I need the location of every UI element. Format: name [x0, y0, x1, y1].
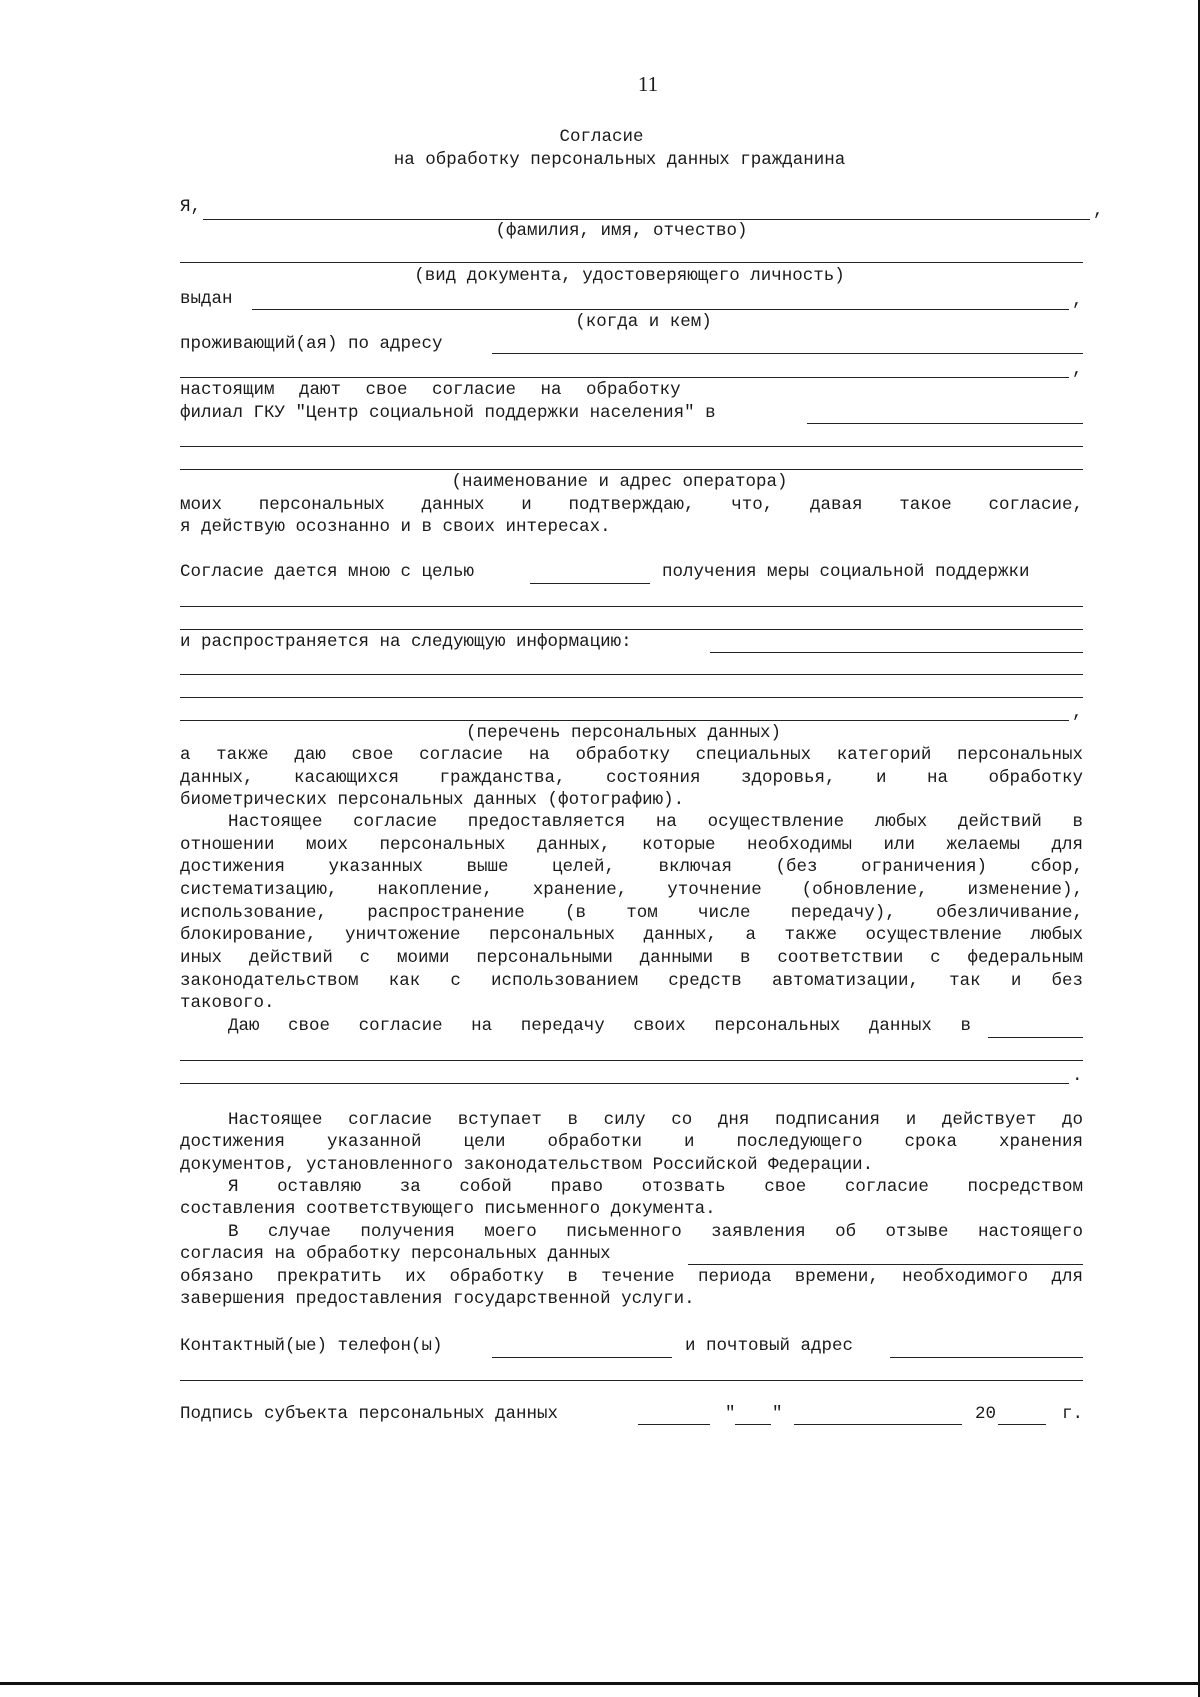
purpose-field-line-3[interactable]: [180, 629, 1083, 630]
special-line-2: данных, касающихся гражданства, состояния здоровья, и на обработку: [180, 768, 1083, 788]
document-field-line[interactable]: [180, 262, 1083, 263]
comma-mark: ,: [1072, 291, 1083, 311]
case-line-1: В случае получения моего письменного заявления об отзыве настоящего: [228, 1222, 1083, 1242]
actions-line-8: законодательством как с использованием средств автоматизации, так и без: [180, 971, 1083, 991]
vydan-label: выдан: [180, 289, 233, 309]
caption-operator: (наименование и адрес оператора): [451, 472, 788, 492]
case-line-4: завершения предоставления государственной услуги.: [180, 1289, 695, 1309]
address-field-line-2[interactable]: [180, 377, 1069, 378]
info-field-line-3[interactable]: [180, 697, 1083, 698]
info-field-line-2[interactable]: [180, 674, 1083, 675]
transfer-field-line-2[interactable]: [180, 1060, 1083, 1061]
period-mark: .: [1072, 1066, 1083, 1086]
purpose-right-text: получения меры социальной поддержки: [662, 562, 1030, 582]
caption-fio: (фамилия, имя, отчество): [495, 221, 748, 241]
issued-field-line[interactable]: [252, 309, 1069, 310]
month-field-line[interactable]: [794, 1424, 962, 1425]
document-title: Согласие: [559, 127, 644, 147]
operator-field-line-2[interactable]: [180, 446, 1083, 447]
consent-line-1: настоящим дают свое согласие на обработку: [180, 380, 681, 400]
effect-line-3: документов, установленного законодательством Российской Федерации.: [180, 1155, 874, 1175]
actions-line-5: использование, распространение (в том числе передачу), обезличивание,: [180, 903, 1083, 923]
special-line-1: а также даю свое согласие на обработку специальных категорий персональных: [180, 745, 1083, 765]
case-line-2: согласия на обработку персональных данных: [180, 1244, 611, 1264]
day-field-line[interactable]: [735, 1424, 771, 1425]
page-number: 11: [637, 72, 659, 96]
scan-border-bottom: [0, 1682, 1200, 1685]
postal-field-line[interactable]: [890, 1357, 1083, 1358]
revoke-line-2: составления соответствующего письменного документа.: [180, 1199, 716, 1219]
contact-label: Контактный(ые) телефон(ы): [180, 1336, 443, 1356]
year-field-line[interactable]: [998, 1424, 1046, 1425]
purpose-label: Согласие дается мною с целью: [180, 562, 475, 582]
info-field-line-4[interactable]: [180, 720, 1069, 721]
caption-doc: (вид документа, удостоверяющего личность): [414, 266, 845, 286]
postal-field-line-2[interactable]: [180, 1380, 1083, 1381]
comma-mark: ,: [1072, 703, 1083, 723]
consent-line-2: филиал ГКУ "Центр социальной поддержки населения" в: [180, 403, 716, 423]
year-suffix: г.: [1062, 1404, 1084, 1424]
postal-label: и почтовый адрес: [685, 1336, 854, 1356]
effect-line-2: достижения указанной цели обработки и последующего срока хранения: [180, 1132, 1083, 1152]
para-own-line-1: моих персональных данных и подтверждаю, что, давая такое согласие,: [180, 495, 1083, 515]
actions-line-3: достижения указанных выше целей, включая (без ограничения) сбор,: [180, 857, 1083, 877]
year-prefix: 20: [975, 1404, 997, 1424]
comma-mark: ,: [1072, 360, 1083, 380]
address-field-line[interactable]: [492, 353, 1083, 354]
operator-field-line-3[interactable]: [180, 469, 1083, 470]
signature-field-line[interactable]: [638, 1424, 710, 1425]
case-field-line[interactable]: [688, 1264, 1083, 1265]
purpose-field-line[interactable]: [530, 583, 650, 584]
transfer-field-line[interactable]: [988, 1037, 1083, 1038]
fio-field-line[interactable]: [203, 219, 1090, 220]
purpose-field-line-2[interactable]: [180, 606, 1083, 607]
quote-close: ": [772, 1404, 783, 1424]
special-line-3: биометрических персональных данных (фотографию).: [180, 790, 685, 810]
ya-label: Я,: [180, 197, 202, 217]
document-subtitle: на обработку персональных данных гражданина: [393, 150, 846, 170]
revoke-line-1: Я оставляю за собой право отозвать свое согласие посредством: [228, 1177, 1083, 1197]
actions-line-4: систематизацию, накопление, хранение, уточнение (обновление, изменение),: [180, 880, 1083, 900]
operator-field-line[interactable]: [807, 423, 1083, 424]
quote-open: ": [725, 1404, 736, 1424]
caption-when: (когда и кем): [575, 312, 712, 332]
address-label: проживающий(ая) по адресу: [180, 334, 443, 354]
transfer-line-1: Даю свое согласие на передачу своих персональных данных в: [228, 1016, 971, 1036]
actions-line-1: Настоящее согласие предоставляется на осуществление любых действий в: [228, 812, 1083, 832]
actions-line-6: блокирование, уничтожение персональных данных, а также осуществление любых: [180, 925, 1083, 945]
comma-mark: ,: [1093, 201, 1104, 221]
para-own-line-2: я действую осознанно и в своих интересах.: [180, 517, 611, 537]
caption-list: (перечень персональных данных): [465, 723, 782, 743]
actions-line-2: отношении моих персональных данных, которые необходимы или желаемы для: [180, 835, 1083, 855]
case-line-3: обязано прекратить их обработку в течение периода времени, необходимого для: [180, 1267, 1083, 1287]
effect-line-1: Настоящее согласие вступает в силу со дня подписания и действует до: [228, 1110, 1083, 1130]
info-field-line[interactable]: [710, 652, 1083, 653]
info-label: и распространяется на следующую информацию:: [180, 632, 632, 652]
actions-line-7: иных действий с моими персональными данными в соответствии с федеральным: [180, 948, 1083, 968]
phone-field-line[interactable]: [492, 1357, 672, 1358]
signature-label: Подпись субъекта персональных данных: [180, 1404, 559, 1424]
actions-line-9: такового.: [180, 993, 275, 1013]
transfer-field-line-3[interactable]: [180, 1083, 1069, 1084]
